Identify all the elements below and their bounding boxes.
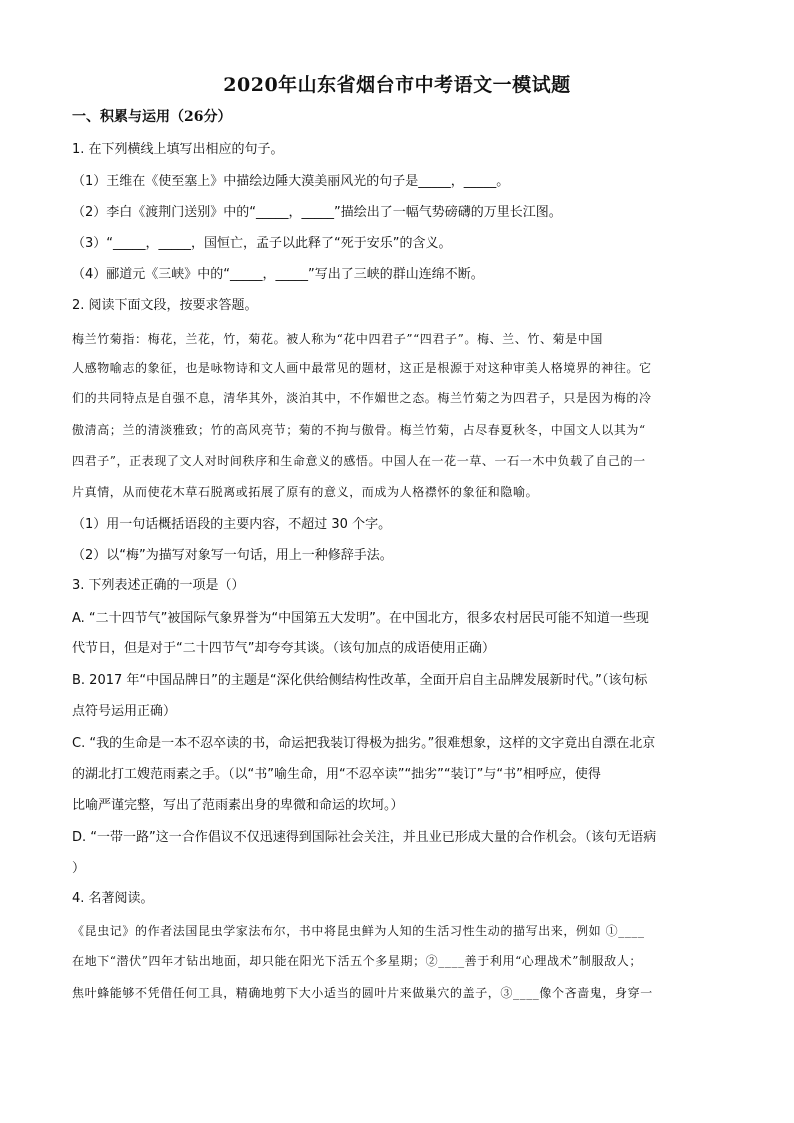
passage-line: 们的共同特点是自强不息，清华其外，淡泊其中，不作媚世之态。梅兰竹菊之为四君子，只是因为梅的冷 [72, 391, 652, 405]
option-a-line: 代节日，但是对于“二十四节气”却夸夸其谈。（该句加点的成语使用正确） [72, 641, 495, 656]
page-title: 2020年山东省烟台市中考语文一模试题 [223, 74, 571, 96]
passage-line: 在地下“潜伏”四年才钻出地面，却只能在阳光下活五个多星期；②____善于利用“心理战术”制服敌人； [72, 954, 642, 968]
question-1-item: （1）王维在《使至塞上》中描绘边陲大漠美丽风光的句子是_____，_____。 [72, 174, 510, 189]
option-b-line: B. 2017 年“中国品牌日”的主题是“深化供给侧结构性改革，全面开启自主品牌发展新时代。”（该句标 [72, 673, 648, 688]
option-b-line: 点符号运用正确） [72, 704, 177, 719]
question-1-item: （2）李白《渡荆门送别》中的“_____，_____”描绘出了一幅气势磅礴的万里长江图。 [72, 205, 562, 220]
question-1-item: （4）郦道元《三峡》中的“_____，_____”写出了三峡的群山连绵不断。 [72, 267, 484, 282]
question-1-stem: 1. 在下列横线上填写出相应的句子。 [72, 142, 284, 157]
option-d-line: D. “一带一路”这一合作倡议不仅迅速得到国际社会关注，并且业已形成大量的合作机会。（该句无语病 [72, 830, 657, 845]
option-c-line: C. “我的生命是一本不忍卒读的书，命运把我装订得极为拙劣。”很难想象，这样的文字竟出自漂在北京 [72, 736, 656, 751]
option-c-line: 比喻严谨完整，写出了范雨素出身的卑微和命运的坎坷。） [72, 798, 404, 813]
section-heading: 一、积累与运用（26分） [72, 109, 232, 125]
question-1-item: （3）“_____，_____，国恒亡，孟子以此释了“死于安乐”的含义。 [72, 236, 452, 251]
question-4-stem: 4. 名著阅读。 [72, 891, 154, 906]
option-c-line: 的湖北打工嫂范雨素之手。（以“书”喻生命，用“不忍卒读”“拙劣”“装订”与“书”相呼应，使得 [72, 767, 601, 782]
passage-line: 《昆虫记》的作者法国昆虫学家法布尔，书中将昆虫鲜为人知的生活习性生动的描写出来，例如 ①____ [72, 924, 645, 938]
passage-line: 四君子”，正表现了文人对时间秩序和生命意义的感悟。中国人在一花一草、一石一木中负载了自己的一 [72, 454, 646, 468]
question-2-item: （1）用一句话概括语段的主要内容，不超过 30 个字。 [72, 517, 392, 532]
question-2-stem: 2. 阅读下面文段，按要求答题。 [72, 298, 258, 313]
question-2-item: （2）以“梅”为描写对象写一句话，用上一种修辞手法。 [72, 548, 393, 563]
option-a-line: A. “二十四节气”被国际气象界誉为“中国第五大发明”。在中国北方，很多农村居民可能不知道一些现 [72, 611, 649, 626]
passage-line: 焦叶蜂能够不凭借任何工具，精确地剪下大小适当的圆叶片来做巢穴的盖子，③____像个吝啬鬼，身穿一 [72, 986, 653, 1000]
passage-line: 片真情，从而使花木草石脱离或拓展了原有的意义，而成为人格襟怀的象征和隐喻。 [72, 485, 539, 499]
passage-line: 傲清高；兰的清淡雅致；竹的高风亮节；菊的不拘与傲骨。梅兰竹菊，占尽春夏秋冬，中国文人以其为“ [72, 423, 646, 437]
passage-line: 梅兰竹菊指：梅花，兰花，竹，菊花。被人称为“花中四君子”“四君子”。梅、兰、竹、菊是中国 [72, 332, 603, 346]
question-3-stem: 3. 下列表述正确的一项是（） [72, 578, 245, 593]
option-d-line: ） [72, 861, 86, 876]
passage-line: 人感物喻志的象征，也是咏物诗和文人画中最常见的题材，这正是根源于对这种审美人格境界的神往。它 [72, 361, 652, 375]
